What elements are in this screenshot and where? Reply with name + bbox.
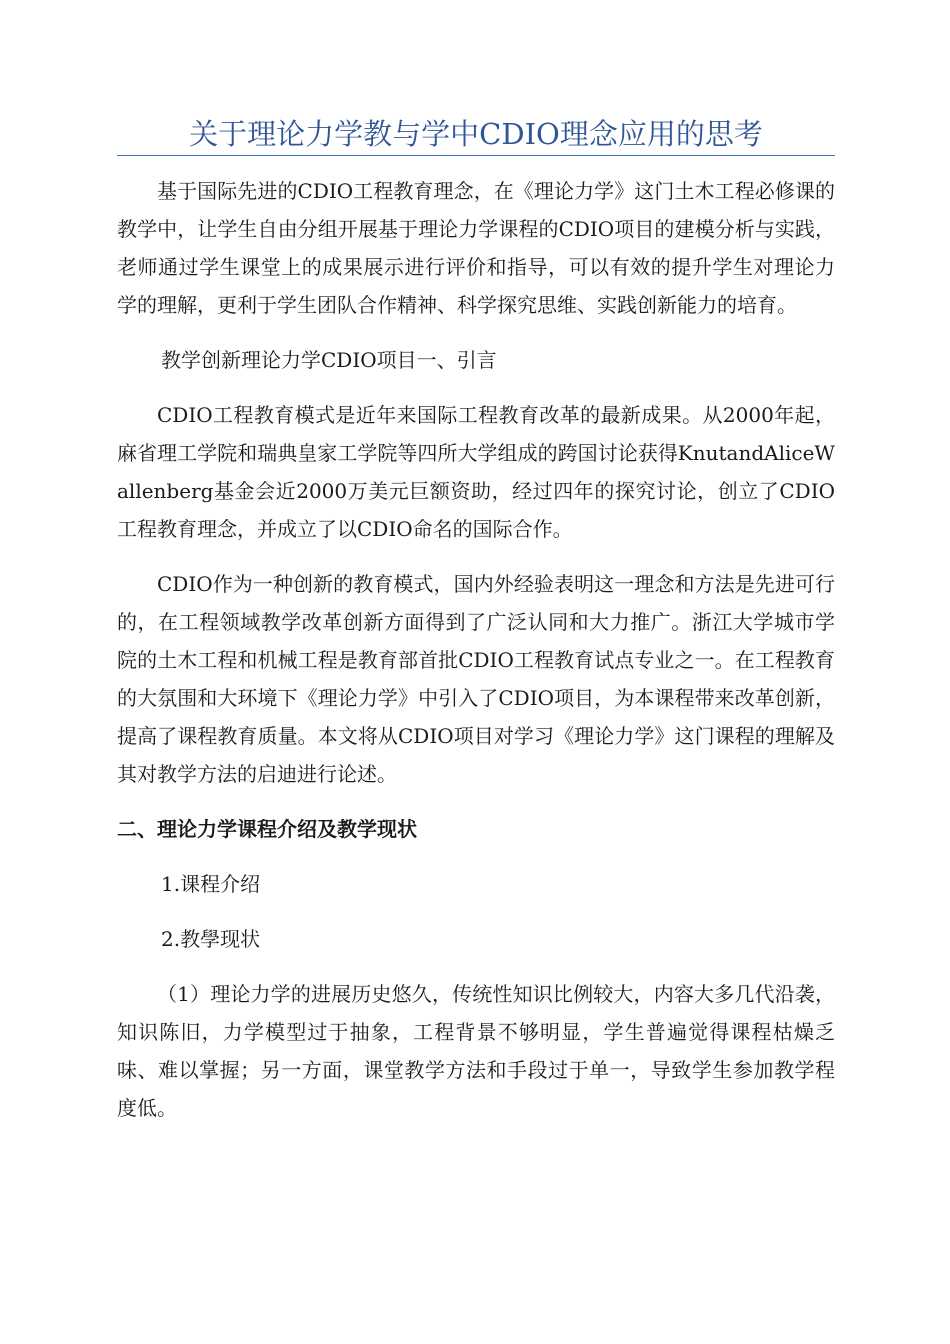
- subsection-course-intro: 1.课程介绍: [161, 872, 261, 896]
- teaching-status-paragraph: （1）理论力学的进展历史悠久，传统性知识比例较大，内容大多几代沿袭，知识陈旧，力学模型过于抽象，工程背景不够明显，学生普遍觉得课程枯燥乏味、难以掌握；另一方面，课堂教学方法和手段过于单一，导致学生参加教学程度低。: [117, 982, 835, 1120]
- keywords-line: 教学创新理论力学CDIO项目一、引言: [161, 348, 497, 372]
- intro-paragraph-2: CDIO作为一种创新的教育模式，国内外经验表明这一理念和方法是先进可行的，在工程领域教学改革创新方面得到了广泛认同和大力推广。浙江大学城市学院的土木工程和机械工程是教育部首批CDIO工程教育试点专业之一。在工程教育的大氛围和大环境下《理论力学》中引入了CDIO项目，为本课程带来改革创新，提高了课程教育质量。本文将从CDIO项目对学习《理论力学》这门课程的理解及其对教学方法的启迪进行论述。: [117, 572, 835, 786]
- document-title: 关于理论力学教与学中CDIO理念应用的思考: [189, 117, 763, 151]
- abstract-paragraph: 基于国际先进的CDIO工程教育理念，在《理论力学》这门土木工程必修课的教学中，让学生自由分组开展基于理论力学课程的CDIO项目的建模分析与实践，老师通过学生课堂上的成果展示进行评价和指导，可以有效的提升学生对理论力学的理解，更利于学生团队合作精神、科学探究思维、实践创新能力的培育。: [117, 179, 835, 317]
- section-heading: 二、理论力学课程介绍及教学现状: [117, 817, 417, 841]
- intro-paragraph-1: CDIO工程教育模式是近年来国际工程教育改革的最新成果。从2000年起，麻省理工学院和瑞典皇家工学院等四所大学组成的跨国讨论获得KnutandAliceWallenberg基金会近2000万美元巨额资助，经过四年的探究讨论，创立了CDIO工程教育理念，并成立了以CDIO命名的国际合作。: [117, 403, 835, 541]
- document-body: [117, 172, 835, 1144]
- subsection-teaching-status: 2.教學现状: [161, 927, 261, 951]
- title-underline: [117, 155, 835, 156]
